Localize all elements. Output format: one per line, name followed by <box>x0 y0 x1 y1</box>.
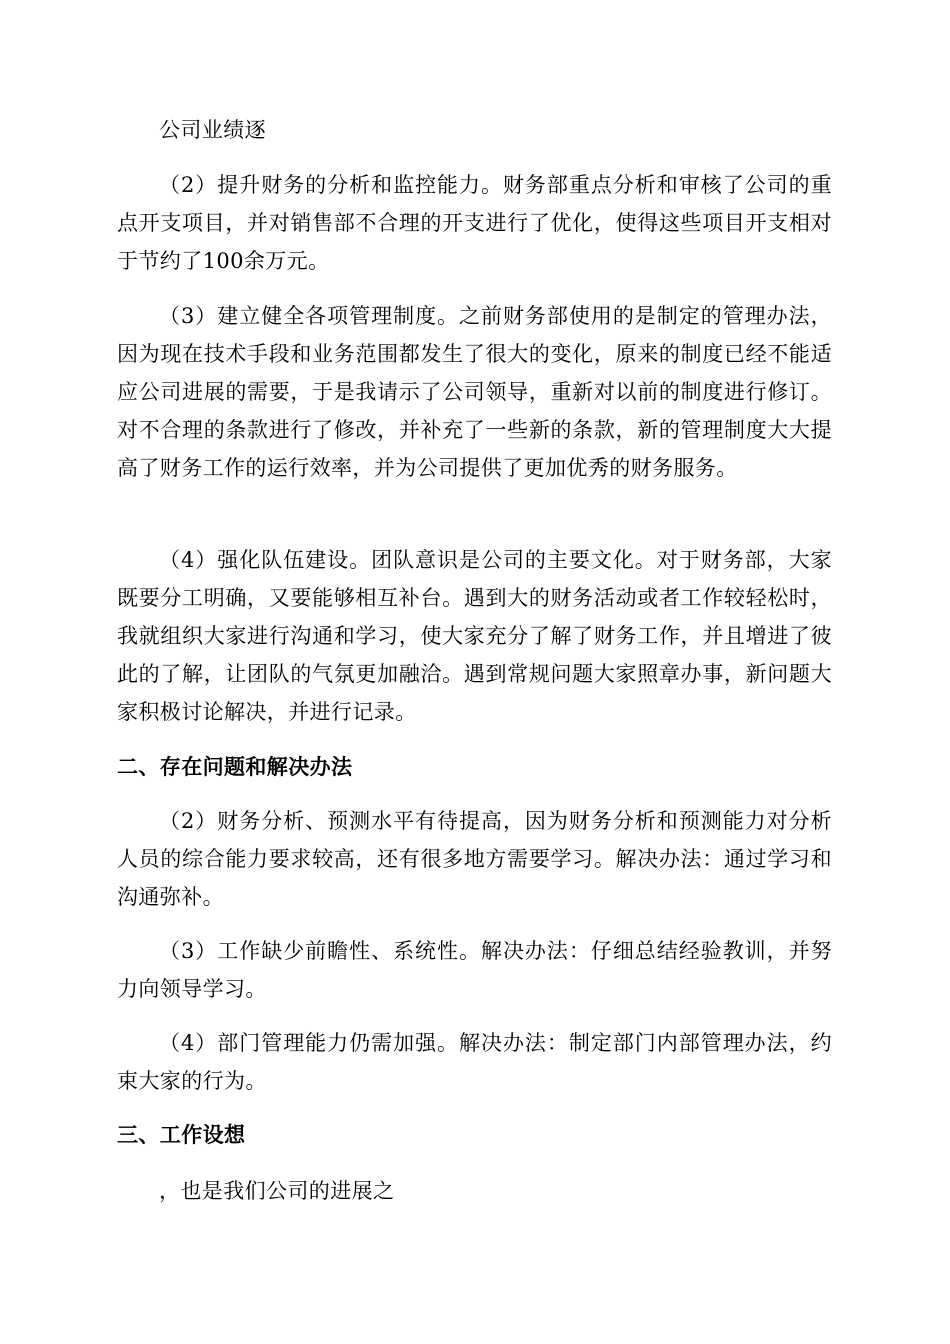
paragraph-work-plan: ，也是我们公司的进展之 <box>159 1179 395 1203</box>
paragraph-problem-management: （4）部门管理能力仍需加强。解决办法：制定部门内部管理办法，约束大家的行为。 <box>117 1031 832 1093</box>
paragraph-problem-analysis: （2）财务分析、预测水平有待提高，因为财务分析和预测能力对分析人员的综合能力要求较高，还有很多地方需要学习。解决办法：通过学习和沟通弥补。 <box>117 809 832 909</box>
paragraph-analysis-monitoring: （2）提升财务的分析和监控能力。财务部重点分析和审核了公司的重点开支项目，并对销售部不合理的开支进行了优化，使得这些项目开支相对于节约了100余万元。 <box>117 173 832 273</box>
paragraph-problem-foresight: （3）工作缺少前瞻性、系统性。解决办法：仔细总结经验教训，并努力向领导学习。 <box>117 939 832 1001</box>
paragraph-performance: 公司业绩逐 <box>159 118 266 142</box>
paragraph-management-system: （3）建立健全各项管理制度。之前财务部使用的是制定的管理办法，因为现在技术手段和业务范围都发生了很大的变化，原来的制度已经不能适应公司进展的需要，于是我请示了公司领导，重新对以前的制度进行修订。对不合理的条款进行了修改，并补充了一些新的条款，新的管理制度大大提高了财务工作的运行效率，并为公司提供了更加优秀的财务服务。 <box>117 304 832 480</box>
paragraph-team-building: （4）强化队伍建设。团队意识是公司的主要文化。对于财务部，大家既要分工明确，又要能够相互补台。遇到大的财务活动或者工作较轻松时，我就组织大家进行沟通和学习，使大家充分了解了财务工作，并且增进了彼此的了解，让团队的气氛更加融洽。遇到常规问题大家照章办事，新问题大家积极讨论解决，并进行记录。 <box>117 548 832 724</box>
section-heading-problems: 二、存在问题和解决办法 <box>117 754 353 779</box>
section-heading-work-plan: 三、工作设想 <box>117 1122 246 1147</box>
